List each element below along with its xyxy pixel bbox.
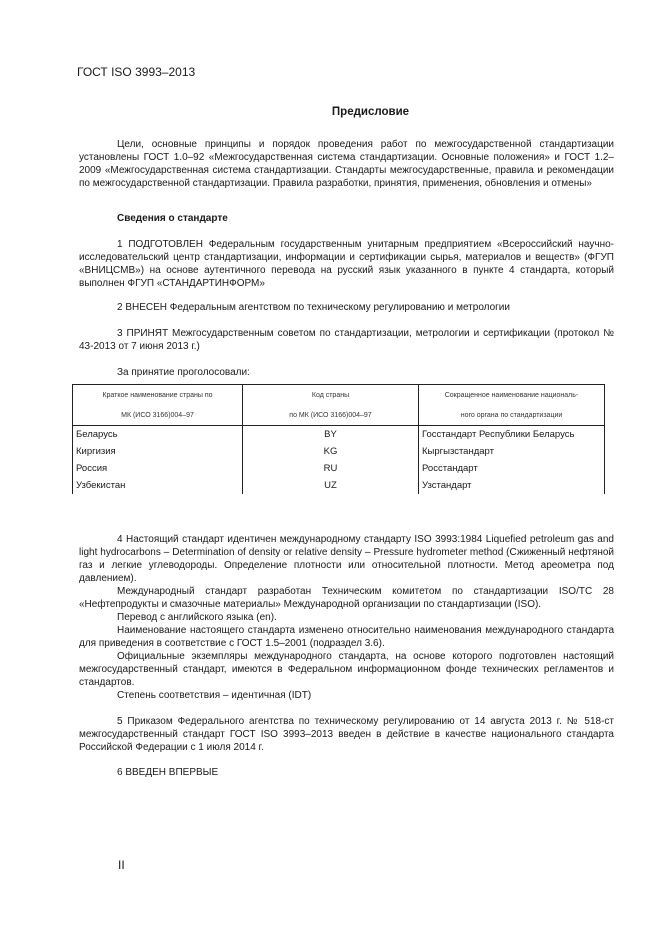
- table-row: [73, 443, 605, 460]
- header-country-code: Код страны: [243, 385, 419, 406]
- header-country-code-cont: по МК (ИСО 3166)004–97: [243, 405, 419, 426]
- cell-code: KG: [243, 443, 419, 460]
- page-title: Предисловие: [331, 106, 410, 118]
- info-heading: Сведения о стандарте: [117, 213, 228, 224]
- header-national-body-cont: ного органа по стандартизации: [419, 405, 605, 426]
- cell-code: UZ: [243, 477, 419, 494]
- cell-body: Кыргызстандарт: [419, 443, 605, 460]
- header-national-body: Сокращенное наименование националь-: [419, 385, 605, 406]
- item-4-name-change: Наименование настоящего стандарта изменено относительно наименования международного стандарта для приведения в соответствие с ГОСТ 1.5–2001 (подраздел 3.6).: [79, 625, 614, 649]
- header-country-name: Краткое наименование страны по: [73, 385, 243, 406]
- header-country-name-cont: МК (ИСО 3166)004–97: [73, 405, 243, 426]
- item-4-copies: Официальные экземпляры международного стандарта, на основе которого подготовлен настоящий межгосударственный стандарт, имеются в Федеральном информационном фонде технических регламентов и стандартов.: [79, 651, 614, 688]
- table-header-row: [73, 405, 605, 426]
- item-1-paragraph: 1 ПОДГОТОВЛЕН Федеральным государственным унитарным предприятием «Всероссийский научно-исследовательский центр стандартизации, информации и сертификации сырья, материалов и веществ» (ФГУП «ВНИЦСМВ») на основе аутентичного перевода на русский язык указанного в пункте 4 стандарта, который выполнен ФГУП «СТАНДАРТИНФОРМ»: [79, 239, 614, 289]
- item-6-paragraph: 6 ВВЕДЕН ВПЕРВЫЕ: [117, 767, 219, 778]
- cell-code: BY: [243, 426, 419, 444]
- countries-table: [72, 384, 605, 494]
- cell-country: Россия: [73, 460, 243, 477]
- item-2-paragraph: 2 ВНЕСЕН Федеральным агентством по техническому регулированию и метрологии: [117, 302, 510, 313]
- voted-label: За принятие проголосовали:: [117, 367, 250, 378]
- item-4-paragraph: 4 Настоящий стандарт идентичен международному стандарту ISO 3993:1984 Liquefied petroleum gas and light hydrocarbons – Determination of density or relative density – Pressure hydrometer method (Сжиженный нефтяной газ и легкие углеводороды. Определение плотности или относительной плотности. Метод ареометра под давлением).: [79, 534, 614, 584]
- table-row: [73, 477, 605, 494]
- cell-country: Узбекистан: [73, 477, 243, 494]
- cell-code: RU: [243, 460, 419, 477]
- table-header-row: [73, 385, 605, 406]
- cell-body: Узстандарт: [419, 477, 605, 494]
- intro-paragraph: Цели, основные принципы и порядок проведения работ по межгосударственной стандартизации установлены ГОСТ 1.0–92 «Межгосударственная система стандартизации. Основные положения» и ГОСТ 1.2–2009 «Межгосударственная система стандартизации. Стандарты межгосударственные, правила и рекомендации по межгосударственной стандартизации. Правила разработки, принятия, применения, обновления и отмены»: [79, 139, 614, 189]
- document-id: ГОСТ ISO 3993–2013: [77, 65, 196, 79]
- table-row: [73, 460, 605, 477]
- item-4-degree: Степень соответствия – идентичная (IDT): [117, 690, 312, 701]
- item-3-paragraph: 3 ПРИНЯТ Межгосударственным советом по стандартизации, метрологии и сертификации (протокол № 43-2013 от 7 июня 2013 г.): [79, 328, 614, 352]
- cell-body: Госстандарт Республики Беларусь: [419, 426, 605, 444]
- item-4-language: Перевод с английского языка (en).: [117, 612, 277, 623]
- cell-country: Киргизия: [73, 443, 243, 460]
- cell-country: Беларусь: [73, 426, 243, 444]
- page-number: II: [118, 858, 125, 872]
- item-4-developer: Международный стандарт разработан Техническим комитетом по стандартизации ISO/TC 28 «Нефтепродукты и смазочные материалы» Международной организации по стандартизации (ISO).: [79, 586, 614, 610]
- table-row: [73, 426, 605, 444]
- cell-body: Росстандарт: [419, 460, 605, 477]
- item-5-paragraph: 5 Приказом Федерального агентства по техническому регулированию от 14 августа 2013 г. № 518-ст межгосударственный стандарт ГОСТ ISO 3993–2013 введен в действие в качестве национального стандарта Российской Федерации с 1 июля 2014 г.: [79, 716, 614, 753]
